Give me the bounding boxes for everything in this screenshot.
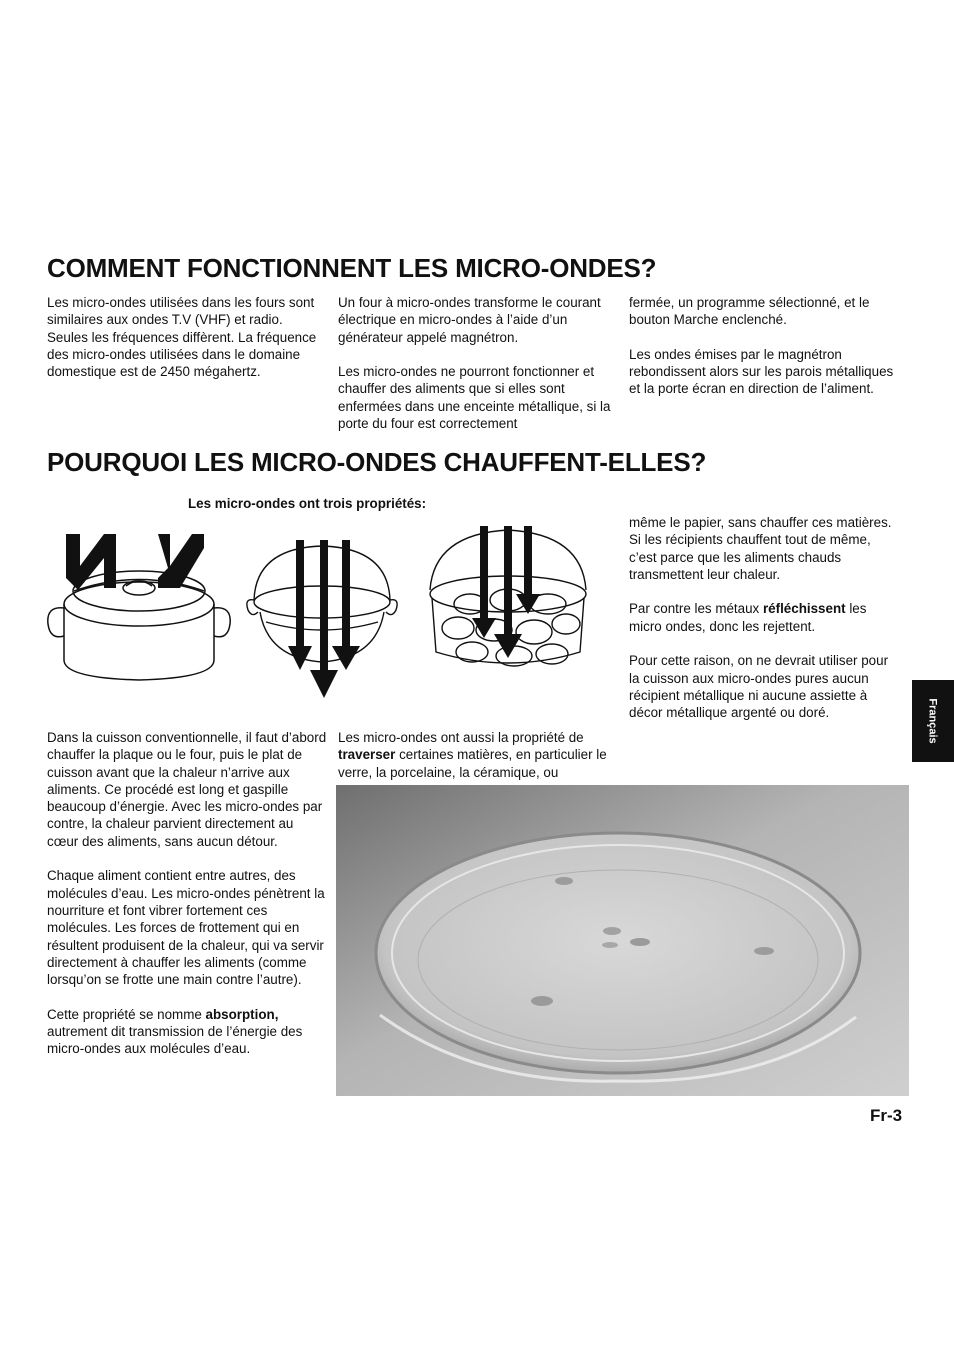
paragraph: Les micro-ondes utilisées dans les fours sont similaires aux ondes T.V (VHF) et radio. Seules les fréquences diffèrent. La fréquence des micro-ondes utilisées dans le domaine domestique est de 2450 mégahertz. [47,295,317,380]
text-span: Les micro-ondes ont aussi la propriété de [338,730,584,745]
paragraph: Les ondes émises par le magnétron rebondissent alors sur les parois métalliques et la porte écran en direction de l’aliment. [629,346,894,397]
properties-subtitle: Les micro-ondes ont trois propriétés: [188,496,427,511]
page-number: Fr-3 [870,1106,903,1125]
bold-term-traverser: traverser [338,747,396,763]
why-column-left [47,729,327,1058]
bold-term-reflechissent: réfléchissent [762,601,846,617]
text-span: les micro ondes, donc les rejettent. [629,601,867,634]
traverser-paragraph [338,729,618,781]
paragraph: fermée, un programme sélectionné, et le bouton Marche enclenché. [629,295,870,328]
section-title-why: POURQUOI LES MICRO-ONDES CHAUFFENT-ELLES? [47,447,707,477]
paragraph: Chaque aliment contient entre autres, des molécules d’eau. Les micro-ondes pénètrent la nourriture et font vibrer fortement ces molécules. Les forces de frottement qui en résultent produisent de la chaleur, qui va servir directement à chauffer les aliments (comme lorsqu’on se frotte une main contre l’autre). [47,868,325,988]
text-span: certaines matières, en particulier le verre, la porcelaine, la céramique, ou [338,747,607,780]
reflection-paragraph [629,600,901,635]
paragraph: même le papier, sans chauffer ces matières. Si les récipients chauffent tout de même, c’est parce que les aliments chauds transmettent leur chaleur. [629,515,892,582]
paragraph: Dans la cuisson conventionnelle, il faut d’abord chauffer la plaque ou le four, puis le plat de cuisson avant que la chaleur n’arrive aux aliments. Ce procédé est long et gaspille beaucoup d’énergie. Avec les micro-ondes par contre, la chaleur parvient directement au cœur des aliments, sans aucun détour. [47,730,327,849]
metal-pot-reflection-illustration [44,528,234,690]
text-span: Par contre les métaux [629,601,763,617]
why-column-right [629,514,901,722]
glass-dish-transmission-illustration [244,538,400,700]
how-column-3 [629,294,901,398]
why-column-middle [338,729,618,781]
paragraph: Pour cette raison, on ne devrait utiliser pour la cuisson aux micro-ondes pures aucun récipient métallique ni aucune assiette à décor métallique argenté ou doré. [629,653,889,721]
absorption-paragraph [47,1006,327,1058]
text-span: Cette propriété se nomme [47,1006,206,1022]
section-title-how: COMMENT FONCTIONNENT LES MICRO-ONDES? [47,253,657,283]
how-column-1 [47,294,327,380]
paragraph: Un four à micro-ondes transforme le courant électrique en micro-ondes à l’aide d’un générateur appelé magnétron. [338,295,601,345]
how-column-2 [338,294,618,432]
glass-turntable-photo [336,785,909,1096]
bold-term-absorption: absorption, [205,1006,279,1022]
paragraph: Les micro-ondes ne pourront fonctionner et chauffer des aliments que si elles sont enfermées dans une enceinte métallique, si la porte du four est correctement [338,364,611,432]
language-tab-label: Français [927,698,939,744]
language-tab [912,680,954,762]
food-absorption-illustration [424,524,592,682]
text-span: autrement dit transmission de l’énergie des micro-ondes aux molécules d’eau. [47,1024,303,1057]
